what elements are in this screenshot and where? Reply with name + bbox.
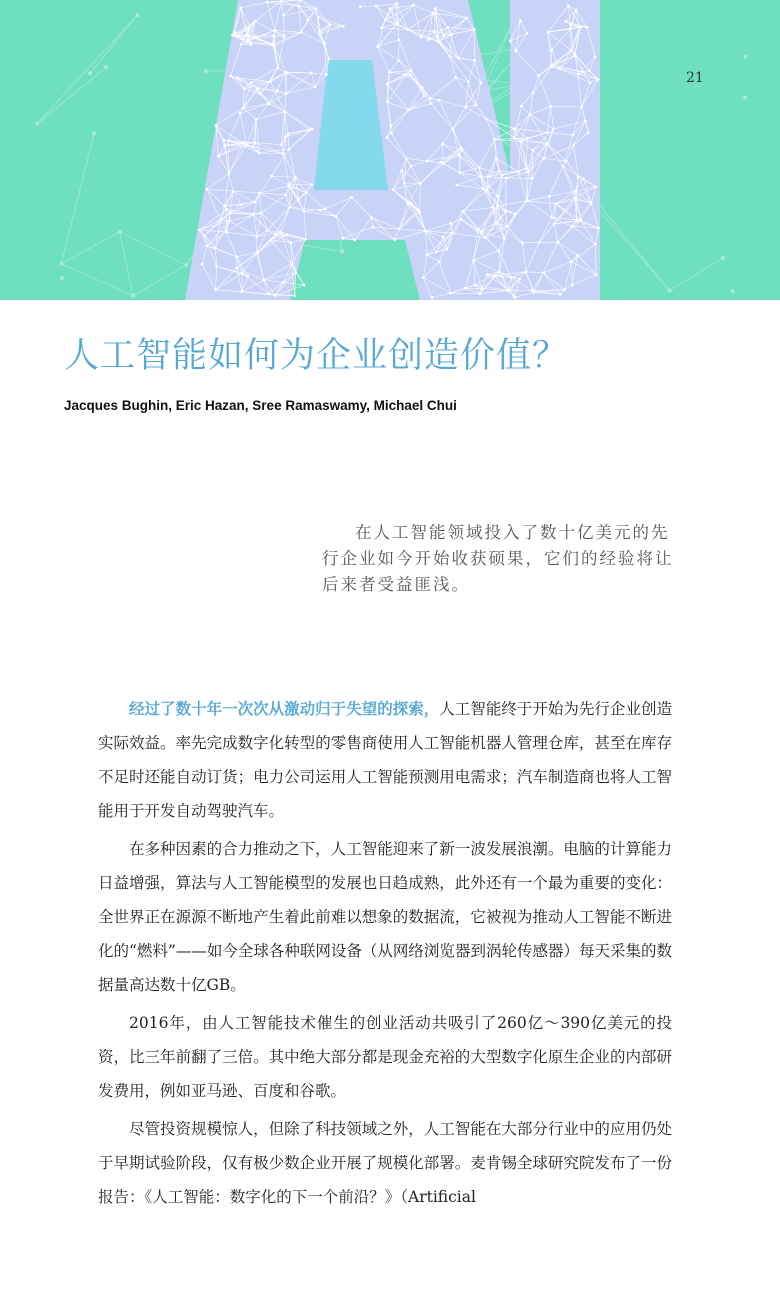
body-paragraph [98,832,672,1002]
body-paragraph [98,1112,672,1214]
article-authors: Jacques Bughin, Eric Hazan, Sree Ramaswamy, Michael Chui [64,398,457,413]
page-number: 21 [686,70,704,86]
paragraph-text: 尽管投资规模惊人，但除了科技领域之外，人工智能在大部分行业中的应用仍处于早期试验阶段，仅有极少数企业开展了规模化部署。麦肯锡全球研究院发布了一份报告：《人工智能：数字化的下一个前沿？》（Artificial [98,1120,672,1206]
paragraph-text: 2016年，由人工智能技术催生的创业活动共吸引了260亿～390亿美元的投资，比三年前翻了三倍。其中绝大部分都是现金充裕的大型数字化原生企业的内部研发费用，例如亚马逊、百度和谷歌。 [98,1014,672,1100]
paragraph-text: 人工智能终于开始为先行企业创造实际效益。率先完成数字化转型的零售商使用人工智能机器人管理仓库，甚至在库存不足时还能自动订货；电力公司运用人工智能预测用电需求；汽车制造商也将人工智能用于开发自动驾驶汽车。 [98,700,672,820]
body-paragraph [98,1006,672,1108]
body-paragraph [98,692,672,828]
pull-quote: 在人工智能领域投入了数十亿美元的先行企业如今开始收获硕果，它们的经验将让后来者受益匪浅。 [322,523,674,594]
lead-in-text: 经过了数十年一次次从激动归于失望的探索， [129,700,440,718]
paragraph-text: 在多种因素的合力推动之下，人工智能迎来了新一波发展浪潮。电脑的计算能力日益增强，算法与人工智能模型的发展也日趋成熟，此外还有一个最为重要的变化：全世界正在源源不断地产生着此前难以想象的数据流，它被视为推动人工智能不断进化的“燃料”——如今全球各种联网设备（从网络浏览器到涡轮传感器）每天采集的数据量高达数十亿GB。 [98,840,672,994]
article-body [98,692,672,1218]
article-title: 人工智能如何为企业创造价值？ [64,336,569,376]
ai-network-illustration [0,0,780,300]
header-banner [0,0,780,300]
